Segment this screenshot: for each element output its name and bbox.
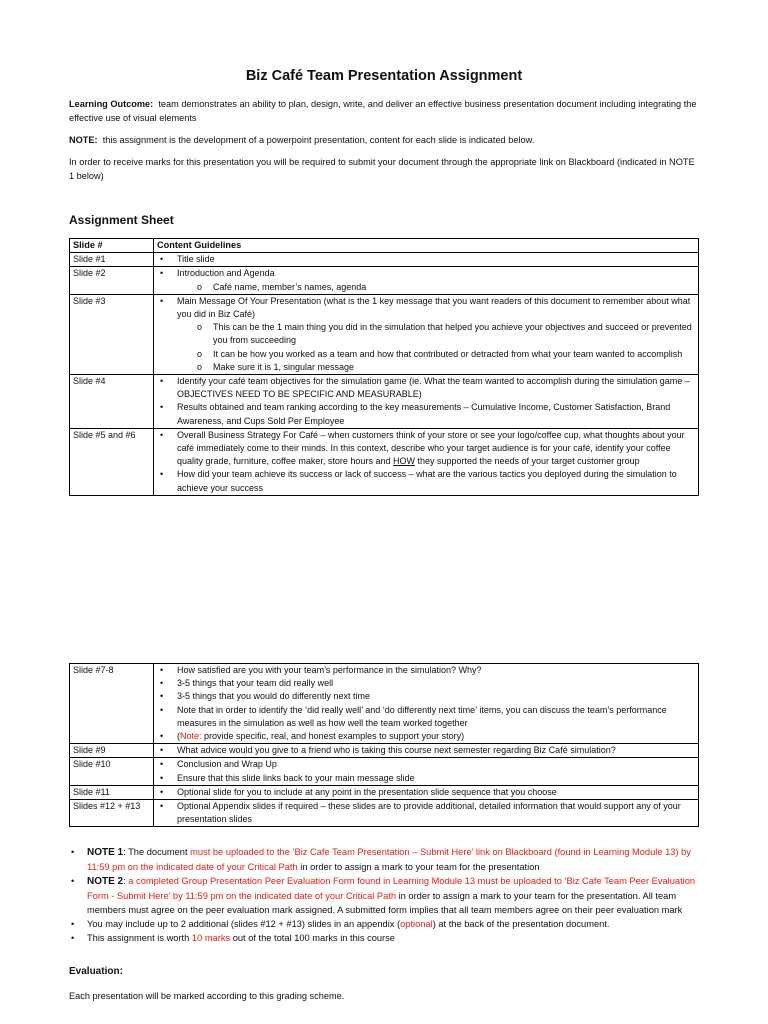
table-row [70,758,699,785]
assignment-table [69,238,699,496]
note-2-colon: : [123,876,129,886]
col-header-content: Content Guidelines [154,239,699,253]
submission-paragraph: In order to receive marks for this presentation you will be required to submit your document through the appropriate link on Blackboard (indicated in NOTE 1 below) [69,157,695,181]
sub-bullet-item: o This can be the 1 main thing you did in the simulation that helped you achieve your objectives and succeed or prevented you from succeeding [157,321,695,347]
bullet-text: Overall Business Strategy For Café – when customers think of your store or see your logo/coffee cup, what thoughts about your café immediately come to their minds. In this context, describe who your target audience is for your café, identify your coffee quality grade, furniture, coffee maker, store hours and [177,429,685,467]
table-row [70,428,699,495]
appendix-note-pre: You may include up to 2 additional (slides #12 + #13) slides in an appendix ( [87,919,401,929]
note-1-red-text: must be uploaded to the ‘Biz Cafe Team Presentation – Submit Here’ link on Blackboard (found in Learning Module 13) by 11:59 pm on the indicated date of your Critical Path [87,847,691,872]
appendix-note-post: ) at the back of the presentation document. [432,919,610,929]
marks-note-post: out of the total 100 marks in this course [230,933,395,943]
bullet-item: • 3-5 things that you would do differently next time [157,690,695,703]
content-cell [154,664,699,744]
bullet-item: • Note that in order to identify the ‘did really well’ and ‘do differently next time’ items, you can discuss the team’s performance measures in the simulation as well as how well the team worked together [157,704,695,730]
bullet-item: • Introduction and Agenda [157,267,695,280]
note-rest: provide specific, real, and honest examples to support your story) [201,731,465,742]
content-cell [154,253,699,267]
slide-label: Slide #10 [70,758,154,785]
slide-label: Slide #1 [70,253,154,267]
bullet-item: • How satisfied are you with your team’s performance in the simulation? Why? [157,664,695,677]
content-cell [154,267,699,294]
sub-bullet-item: o Make sure it is 1, singular message [157,361,695,374]
appendix-note-optional: optional [400,919,433,929]
bullet-item: • Ensure that this slide links back to your main message slide [157,772,695,785]
bullet-item [157,730,695,743]
content-cell [154,744,699,758]
underlined-how: HOW [392,456,415,467]
table-row [70,253,699,267]
table-row [70,375,699,429]
bullet-item: • Conclusion and Wrap Up [157,758,695,771]
table-row [70,294,699,374]
bullet-item [157,429,695,469]
evaluation-heading: Evaluation: [69,966,123,977]
bullet-item: • What advice would you give to a friend who is taking this course next semester regarding Biz Café simulation? [157,744,695,757]
table-row [70,267,699,294]
slide-label: Slide #7-8 [70,664,154,744]
note-2-rest: in order to assign a mark to your team for the presentation. All team members must agree on the peer evaluation mark assigned. A submitted form implies that all team members agree on their peer evaluation mark [87,891,683,915]
content-cell [154,800,699,827]
learning-outcome [69,97,709,125]
slide-label: Slide #2 [70,267,154,294]
slide-label: Slides #12 + #13 [70,800,154,827]
marks-note-item [69,931,699,945]
bullet-item: • Results obtained and team ranking according to the key measurements – Cumulative Income, Customer Satisfaction, Brand Awareness, and Cups Sold Per Employee [157,401,695,427]
content-cell [154,785,699,799]
note-2-label: NOTE 2 [87,876,124,887]
note-2-item [69,874,699,917]
bullet-item: • Identify your café team objectives for the simulation game (ie. What the team wanted to accomplish during the simulation game – OBJECTIVES NEED TO BE SPECIFIC AND MEASURABLE) [157,375,695,401]
note-paragraph [69,133,709,147]
table-row [70,800,699,827]
learning-outcome-label: Learning Outcome: [69,99,154,109]
note-1-label: NOTE 1 [87,847,124,858]
bullet-item: • Optional slide for you to include at any point in the presentation slide sequence that you choose [157,786,695,799]
evaluation-text: Each presentation will be marked according to this grading scheme. [69,991,345,1001]
note-label-red: Note: [180,731,202,742]
learning-outcome-text: team demonstrates an ability to plan, design, write, and deliver an effective business presentation document including integrating the effective use of visual elements [69,99,697,123]
note-1-colon: : The document [123,847,191,857]
notes-list [69,845,699,945]
note-1-item [69,845,699,874]
content-cell [154,294,699,374]
marks-note-pre: This assignment is worth [87,933,192,943]
bullet-item: • 3-5 things that your team did really well [157,677,695,690]
slide-label: Slide #9 [70,744,154,758]
table-header-row [70,239,699,253]
bullet-item: • How did your team achieve its success or lack of success – what are the various tactics you deployed during the simulation to achieve your success [157,468,695,494]
col-header-slide: Slide # [70,239,154,253]
slide-label: Slide #4 [70,375,154,429]
assignment-sheet-heading: Assignment Sheet [69,213,174,227]
table-row [70,664,699,744]
bullet-item: • Title slide [157,253,695,266]
note-1-rest: in order to assign a mark to your team for the presentation [297,862,540,872]
sub-bullet-item: o Café name, member’s names, agenda [157,281,695,294]
marks-note-red: 10 marks [191,933,231,943]
note-2-red-text: a completed Group Presentation Peer Evaluation Form found in Learning Module 13 must be uploaded to ‘Biz Cafe Team Peer Evaluation Form - Submit Here’ by 11:59 pm on the indicated date of your Critical Path [87,876,696,901]
note-label: NOTE: [69,135,98,145]
appendix-note-item [69,917,699,931]
document-title: Biz Café Team Presentation Assignment [245,68,523,84]
assignment-table-continued [69,663,699,827]
note-open: ( [177,731,180,742]
bullet-item: • Optional Appendix slides if required – these slides are to provide additional, detailed information that would support any of your presentation slides [157,800,695,826]
slide-label: Slide #11 [70,785,154,799]
bullet-item: • Main Message Of Your Presentation (what is the 1 key message that you want readers of this document to remember about what you did in Biz Café) [157,295,695,321]
table-row [70,785,699,799]
sub-bullet-item: o It can be how you worked as a team and how that contributed or detracted from what your team wanted to accomplish [157,348,695,361]
content-cell [154,428,699,495]
content-cell [154,375,699,429]
bullet-text: they supported the needs of your target customer group [414,456,640,467]
table-row [70,744,699,758]
slide-label: Slide #3 [70,294,154,374]
slide-label: Slide #5 and #6 [70,428,154,495]
content-cell [154,758,699,785]
note-text: this assignment is the development of a powerpoint presentation, content for each slide is indicated below. [102,135,535,145]
